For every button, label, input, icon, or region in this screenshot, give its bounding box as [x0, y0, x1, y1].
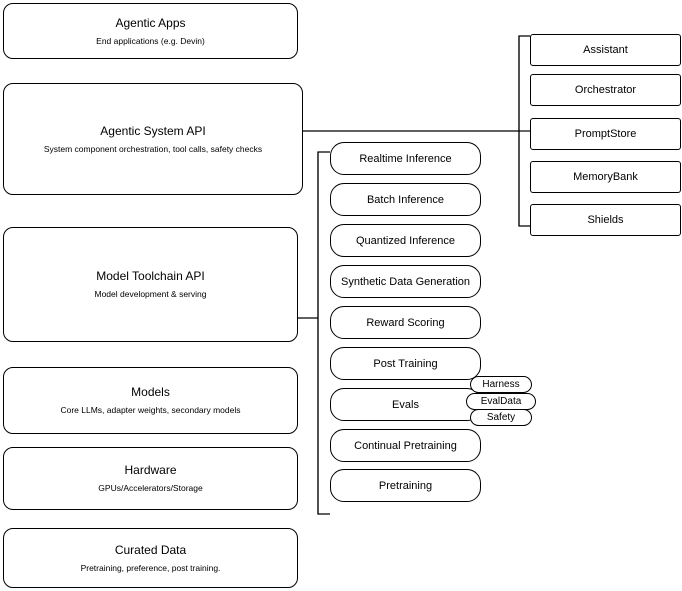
- stack-layer-subtitle: Model development & serving: [94, 289, 207, 299]
- node-label: Pretraining: [378, 479, 433, 492]
- eval-pill-evaldata[interactable]: [466, 393, 536, 410]
- stack-layer-title: Curated Data: [114, 542, 187, 557]
- node-label: Reward Scoring: [366, 316, 445, 329]
- node-label: PromptStore: [574, 128, 637, 140]
- node-label: Orchestrator: [574, 84, 637, 96]
- node-label: Post Training: [373, 357, 438, 370]
- node-label: MemoryBank: [573, 171, 638, 183]
- stack-layer-subtitle: Core LLMs, adapter weights, secondary models: [60, 405, 241, 415]
- stack-layer-title: Agentic System API: [100, 123, 206, 138]
- node-label: Assistant: [583, 44, 628, 56]
- toolchain-node-quantized-inference[interactable]: [330, 224, 481, 257]
- node-label: Evals: [392, 398, 419, 411]
- system-node-memorybank[interactable]: [530, 161, 681, 193]
- node-label: Harness: [482, 379, 520, 390]
- toolchain-node-batch-inference[interactable]: [330, 183, 481, 216]
- toolchain-node-evals[interactable]: [330, 388, 481, 421]
- stack-layer-title: Agentic Apps: [115, 15, 186, 30]
- toolchain-node-continual-pretraining[interactable]: [330, 429, 481, 462]
- stack-layer-hardware[interactable]: [3, 447, 298, 510]
- stack-layer-title: Models: [131, 385, 170, 399]
- stack-layer-subtitle: GPUs/Accelerators/Storage: [98, 483, 203, 493]
- node-label: Batch Inference: [366, 193, 445, 206]
- toolchain-node-reward-scoring[interactable]: [330, 306, 481, 339]
- eval-pill-harness[interactable]: [470, 376, 532, 393]
- node-label: Synthetic Data Generation: [340, 275, 471, 288]
- node-label: Safety: [486, 412, 516, 423]
- toolchain-node-realtime-inference[interactable]: [330, 142, 481, 175]
- stack-layer-title: Model Toolchain API: [96, 269, 205, 283]
- system-node-promptstore[interactable]: [530, 118, 681, 150]
- toolchain-node-synthetic-data-generation[interactable]: [330, 265, 481, 298]
- system-node-orchestrator[interactable]: [530, 74, 681, 106]
- stack-layer-title: Hardware: [124, 463, 177, 477]
- stack-layer-models[interactable]: [3, 367, 298, 434]
- eval-pill-safety[interactable]: [470, 409, 532, 426]
- stack-layer-subtitle: End applications (e.g. Devin): [96, 35, 205, 46]
- stack-layer-subtitle: Pretraining, preference, post training.: [80, 562, 221, 573]
- node-label: EvalData: [480, 396, 522, 407]
- stack-layer-curated-data[interactable]: [3, 528, 298, 588]
- stack-layer-agentic-system-api[interactable]: [3, 83, 303, 195]
- node-label: Continual Pretraining: [354, 439, 457, 452]
- system-node-assistant[interactable]: [530, 34, 681, 66]
- stack-layer-model-toolchain-api[interactable]: [3, 227, 298, 342]
- stack-layer-subtitle: System component orchestration, tool calls, safety checks: [43, 143, 263, 154]
- system-node-shields[interactable]: [530, 204, 681, 236]
- node-label: Quantized Inference: [355, 234, 456, 247]
- toolchain-node-post-training[interactable]: [330, 347, 481, 380]
- node-label: Realtime Inference: [359, 152, 452, 165]
- stack-layer-agentic-apps[interactable]: [3, 3, 298, 59]
- node-label: Shields: [587, 214, 624, 226]
- toolchain-node-pretraining[interactable]: [330, 469, 481, 502]
